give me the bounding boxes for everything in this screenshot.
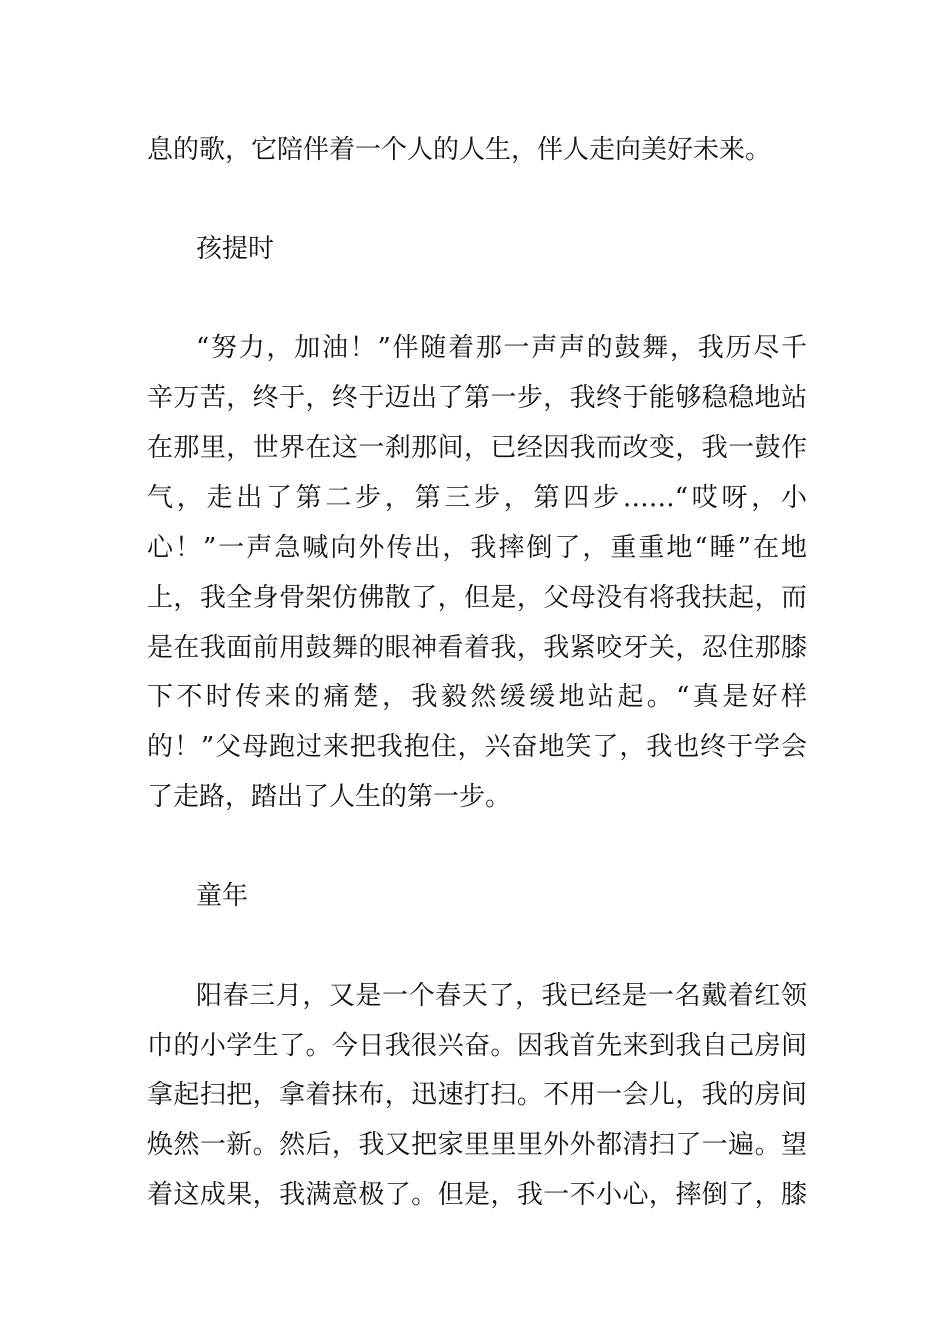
paragraph-line: 的！”父母跑过来把我抱住，兴奋地笑了，我也终于学会: [147, 732, 807, 762]
section-heading-childhood: 童年: [196, 881, 249, 911]
paragraph-line: 拿起扫把，拿着抹布，迅速打扫。不用一会儿，我的房间: [147, 1080, 807, 1110]
paragraph-line: 气，走出了第二步，第三步，第四步……“哎呀，小: [147, 483, 807, 513]
paragraph-line: 是在我面前用鼓舞的眼神看着我，我紧咬牙关，忍住那膝: [147, 633, 807, 663]
paragraph-line: 下不时传来的痛楚，我毅然缓缓地站起。“真是好样: [147, 682, 807, 712]
paragraph-line: 着这成果，我满意极了。但是，我一不小心，摔倒了，膝: [147, 1180, 807, 1210]
paragraph-line: 辛万苦，终于，终于迈出了第一步，我终于能够稳稳地站: [147, 383, 807, 413]
paragraph-line: 上，我全身骨架仿佛散了，但是，父母没有将我扶起，而: [147, 583, 807, 613]
paragraph-line: 息的歌，它陪伴着一个人的人生，伴人走向美好未来。: [147, 135, 772, 165]
paragraph-line: 了走路，踏出了人生的第一步。: [147, 782, 512, 812]
paragraph-line: “努力，加油！”伴随着那一声声的鼓舞，我历尽千: [196, 333, 807, 363]
paragraph-line: 巾的小学生了。今日我很兴奋。因我首先来到我自己房间: [147, 1031, 807, 1061]
paragraph-line: 在那里，世界在这一刹那间，已经因我而改变，我一鼓作: [147, 433, 807, 463]
section-heading-childhood-early: 孩提时: [196, 234, 275, 264]
paragraph-line: 心！”一声急喊向外传出，我摔倒了，重重地“睡”在地: [147, 533, 807, 563]
paragraph-line: 焕然一新。然后，我又把家里里里外外都清扫了一遍。望: [147, 1130, 807, 1160]
paragraph-line: 阳春三月，又是一个春天了，我已经是一名戴着红领: [196, 981, 807, 1011]
